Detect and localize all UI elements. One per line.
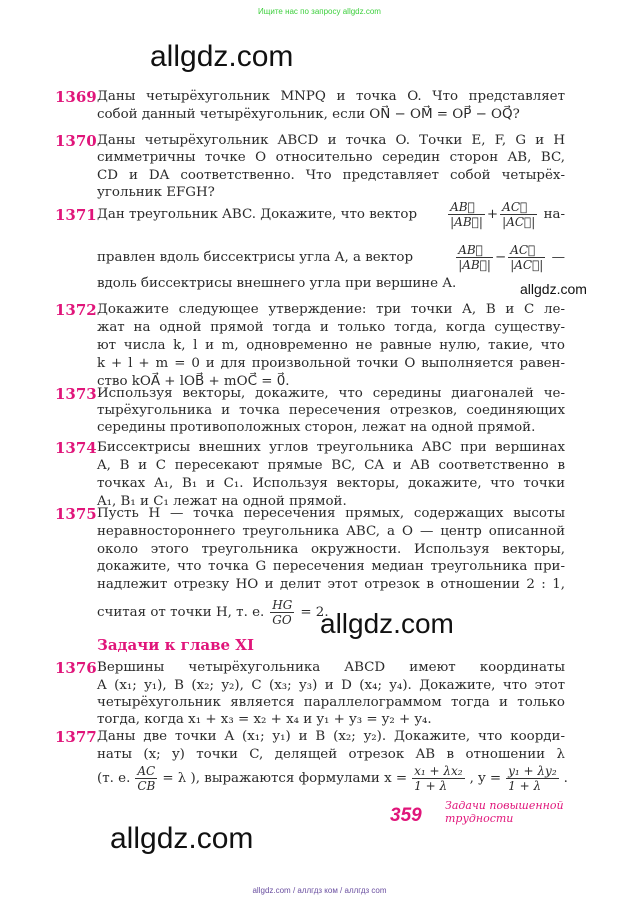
problem-line: ют числа k, l и m, одновременно не равные нулю, такие, что (97, 338, 565, 353)
problem-number: 1370 (55, 132, 97, 150)
problem-number: 1371 (55, 206, 97, 224)
fraction (506, 764, 558, 793)
text: . (563, 770, 568, 786)
problem-number: 1372 (55, 301, 97, 319)
watermark: allgdz.com (150, 40, 294, 73)
problem-line: вдоль биссектрисы внешнего угла при вершине A. (97, 276, 457, 291)
problem-line (97, 200, 565, 229)
denominator: |AC⃗| (510, 258, 544, 272)
watermark: allgdz.com (520, 281, 587, 297)
problem-line: собой данный четырёхугольник, если ON⃗ − OM⃗ = OP⃗ − OQ⃗? (97, 107, 520, 122)
denominator: 1 + λ (508, 779, 542, 793)
fraction (500, 200, 537, 229)
page-number: 359 (390, 805, 422, 826)
problem-line: A, B и C пересекают прямые BC, CA и AB соответственно в (97, 458, 565, 473)
problem-line: надлежит отрезку HO и делит этот отрезок в отношении 2 : 1, (97, 577, 565, 592)
denominator: CB (137, 779, 156, 793)
problem-line: около этого треугольника окружности. Используя векторы, (97, 542, 565, 557)
problem-line: CD и DA соответственно. Что представляет собой четырёх- (97, 168, 565, 183)
header-banner: Ищите нас по запросу allgdz.com (258, 7, 381, 16)
problem-number: 1369 (55, 88, 97, 106)
problem-line: Вершины четырёхугольника ABCD имеют координаты (97, 660, 565, 675)
numerator: y₁ + λy₂ (508, 764, 557, 778)
side-note-line: Задачи повышенной (445, 799, 564, 812)
problem-number: 1373 (55, 385, 97, 403)
side-note-line: трудности (445, 812, 514, 825)
fraction (448, 200, 485, 229)
problem-line: угольник EFGH? (97, 185, 215, 200)
problem-number: 1375 (55, 505, 97, 523)
footer-links[interactable]: allgdz.com / аллгдз ком / аллгдз com (252, 886, 387, 895)
problem-line: ство kOA⃗ + lOB⃗ + mOC⃗ = 0⃗. (97, 374, 290, 389)
text: , y = (469, 770, 502, 786)
problem-line: четырёхугольник является параллелограммом тогда и только (97, 695, 565, 710)
problem-line: Биссектрисы внешних углов треугольника ABC при вершинах (97, 440, 565, 455)
text: на- (543, 207, 565, 222)
operator: − (494, 250, 507, 265)
problem-line: тырёхугольника и точка пересечения отрезков, соединяющих (97, 403, 565, 418)
numerator: AC⃗ (508, 243, 545, 258)
operator: + (486, 207, 499, 222)
problem-line: наты (x; y) точки C, делящей отрезок AB в отношении λ (97, 747, 565, 762)
numerator: AB⃗ (456, 243, 493, 258)
watermark: allgdz.com (320, 608, 454, 639)
denominator: |AB⃗| (458, 258, 491, 272)
denominator: |AC⃗| (502, 215, 536, 229)
problem-line (97, 243, 565, 272)
watermark: allgdz.com (110, 822, 254, 855)
denominator: |AB⃗| (450, 215, 483, 229)
side-note (445, 799, 564, 825)
numerator: AC⃗ (500, 200, 537, 215)
numerator: HG (272, 598, 293, 612)
numerator: AB⃗ (448, 200, 485, 215)
fraction (456, 243, 493, 272)
problem-number: 1377 (55, 728, 97, 746)
problem-line: k + l + m = 0 и для произвольной точки O выполняется равен- (97, 356, 565, 371)
problem-line: тогда, когда x₁ + x₃ = x₂ + x₄ и y₁ + y₃ = y₂ + y₄. (97, 712, 432, 727)
fraction (135, 764, 157, 793)
numerator: AC (135, 764, 157, 779)
denominator: 1 + λ (414, 779, 448, 793)
text: правлен вдоль биссектрисы угла A, а вектор (97, 249, 414, 265)
text: = λ ), выражаются формулами x = (162, 770, 408, 786)
problem-line: точках A₁, B₁ и C₁. Используя векторы, докажите, что точки (97, 476, 565, 491)
problem-line: Докажите следующее утверждение: три точки A, B и C ле- (97, 302, 565, 317)
problem-line (97, 764, 568, 793)
problem-line: симметричны точке O относительно середин сторон AB, BC, (97, 150, 565, 165)
text: = 2. (300, 604, 329, 620)
text: Дан треугольник ABC. Докажите, что вектор (97, 206, 418, 222)
fraction (270, 598, 294, 627)
problem-line: Даны две точки A (x₁; y₁) и B (x₂; y₂). Докажите, что коорди- (97, 729, 565, 744)
problem-line: неравностороннего треугольника ABC, а O — центр описанной (97, 524, 565, 539)
problem-line: середины противоположных сторон, лежат на одной прямой. (97, 420, 536, 435)
problem-number: 1374 (55, 439, 97, 457)
problem-line: Даны четырёхугольник MNPQ и точка O. Что представляет (97, 89, 565, 104)
problem-line: A (x₁; y₁), B (x₂; y₂), C (x₃; y₃) и D (x₄; y₄). Докажите, что этот (97, 678, 565, 693)
text: (т. е. (97, 770, 131, 786)
numerator: x₁ + λx₂ (414, 764, 463, 778)
fraction (412, 764, 464, 793)
problem-line: жат на одной прямой тогда и только тогда, когда существу- (97, 320, 565, 335)
denominator: GO (272, 613, 292, 627)
problem-line: Пусть H — точка пересечения прямых, содержащих высоты (97, 506, 565, 521)
problem-number: 1376 (55, 659, 97, 677)
problem-line: Даны четырёхугольник ABCD и точка O. Точки E, F, G и H (97, 133, 565, 148)
text: считая от точки H, т. е. (97, 604, 265, 620)
problem-line: Используя векторы, докажите, что середины диагоналей че- (97, 386, 565, 401)
fraction (508, 243, 545, 272)
problem-line: докажите, что точка G пересечения медиан треугольника при- (97, 559, 565, 574)
chapter-heading: Задачи к главе XI (97, 636, 254, 654)
text: — (551, 250, 565, 265)
problem-line: A₁, B₁ и C₁ лежат на одной прямой. (97, 494, 347, 509)
